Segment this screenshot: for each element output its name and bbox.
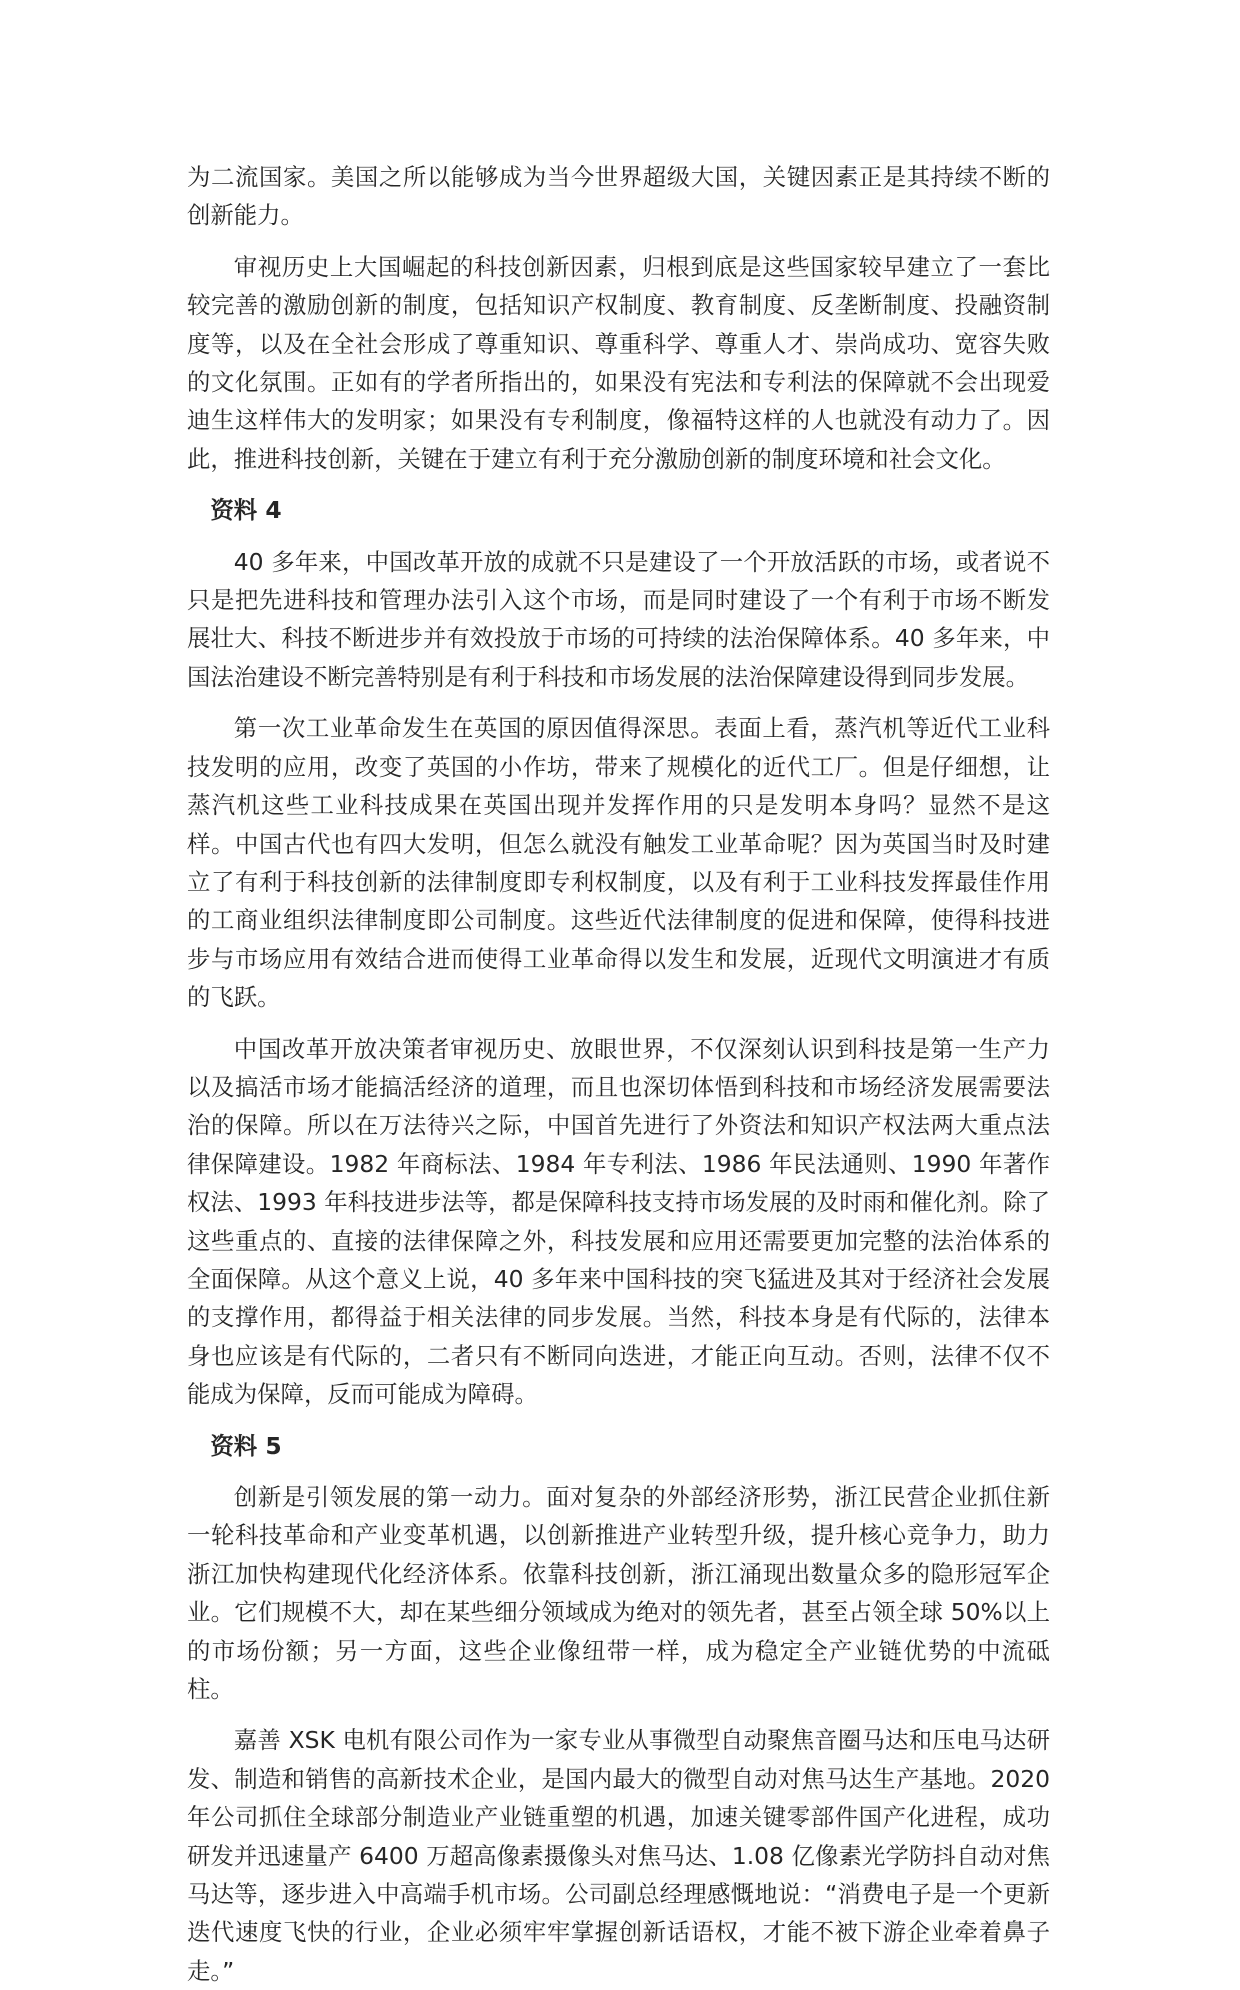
paragraph-xsk-motor-company: 嘉善 XSK 电机有限公司作为一家专业从事微型自动聚焦音圈马达和压电马达研发、制造和销售的高新技术企业，是国内最大的微型自动对焦马达生产基地。2020 年公司抓住全球部分制造业产业链重塑的机遇，加速关键零部件国产化进程，成功研发并迅速量产 6400 万超高像素摄像头对焦马达、1.08 亿像素光学防抖自动对焦马达等，逐步进入中高端手机市场。公司副总经理感慨地说：“消费电子是一个更新迭代速度飞快的行业，企业必须牢牢掌握创新话语权，才能不被下游企业牵着鼻子走。”: [187, 1726, 1050, 1985]
paragraph-reform-opening: 40 多年来，中国改革开放的成就不只是建设了一个开放活跃的市场，或者说不只是把先进科技和管理办法引入这个市场，而是同时建设了一个有利于市场不断发展壮大、科技不断进步并有效投放于市场的可持续的法治保障体系。40 多年来，中国法治建设不断完善特别是有利于科技和市场发展的法治保障建设得到同步发展。: [187, 547, 1050, 691]
section-heading-material-5: 资料 5: [210, 1431, 282, 1460]
paragraph-industrial-revolution: 第一次工业革命发生在英国的原因值得深思。表面上看，蒸汽机等近代工业科技发明的应用，改变了英国的小作坊，带来了规模化的近代工厂。但是仔细想，让蒸汽机这些工业科技成果在英国出现并发挥作用的只是发明本身吗？显然不是这样。中国古代也有四大发明，但怎么就没有触发工业革命呢？因为英国当时及时建立了有利于科技创新的法律制度即专利权制度，以及有利于工业科技发挥最佳作用的工商业组织法律制度即公司制度。这些近代法律制度的促进和保障，使得科技进步与市场应用有效结合进而使得工业革命得以发生和发展，近现代文明演进才有质的飞跃。: [187, 714, 1050, 1012]
section-heading-material-4: 资料 4: [210, 496, 282, 525]
paragraph-zhejiang-enterprises: 创新是引领发展的第一动力。面对复杂的外部经济形势，浙江民营企业抓住新一轮科技革命和产业变革机遇，以创新推进产业转型升级，提升核心竞争力，助力浙江加快构建现代化经济体系。依靠科技创新，浙江涌现出数量众多的隐形冠军企业。它们规模不大，却在某些细分领域成为绝对的领先者，甚至占领全球 50%以上的市场份额；另一方面，这些企业像纽带一样，成为稳定全产业链优势的中流砥柱。: [187, 1483, 1050, 1704]
paragraph-continuation: 为二流国家。美国之所以能够成为当今世界超级大国，关键因素正是其持续不断的创新能力。: [187, 163, 1050, 230]
paragraph-legal-safeguards: 中国改革开放决策者审视历史、放眼世界，不仅深刻认识到科技是第一生产力以及搞活市场才能搞活经济的道理，而且也深切体悟到科技和市场经济发展需要法治的保障。所以在万法待兴之际，中国首先进行了外资法和知识产权法两大重点法律保障建设。1982 年商标法、1984 年专利法、1986 年民法通则、1990 年著作权法、1993 年科技进步法等，都是保障科技支持市场发展的及时雨和催化剂。除了这些重点的、直接的法律保障之外，科技发展和应用还需要更加完整的法治体系的全面保障。从这个意义上说，40 多年来中国科技的突飞猛进及其对于经济社会发展的支撑作用，都得益于相关法律的同步发展。当然，科技本身是有代际的，法律本身也应该是有代际的，二者只有不断同向迭进，才能正向互动。否则，法律不仅不能成为保障，反而可能成为障碍。: [187, 1034, 1050, 1409]
paragraph-innovation-institutions: 审视历史上大国崛起的科技创新因素，归根到底是这些国家较早建立了一套比较完善的激励创新的制度，包括知识产权制度、教育制度、反垄断制度、投融资制度等，以及在全社会形成了尊重知识、尊重科学、尊重人才、崇尚成功、宽容失败的文化氛围。正如有的学者所指出的，如果没有宪法和专利法的保障就不会出现爱迪生这样伟大的发明家；如果没有专利制度，像福特这样的人也就没有动力了。因此，推进科技创新，关键在于建立有利于充分激励创新的制度环境和社会文化。: [187, 252, 1050, 473]
